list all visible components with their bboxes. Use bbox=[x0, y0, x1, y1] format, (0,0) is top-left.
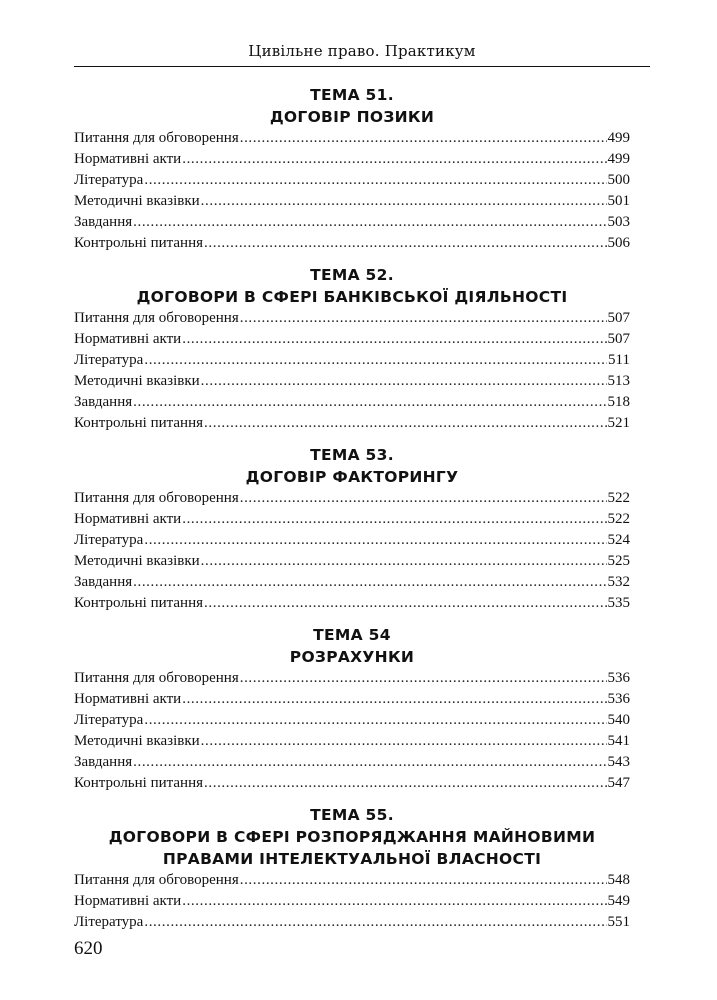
topic-title: ДОГОВОРИ В СФЕРІ РОЗПОРЯДЖАННЯ МАЙНОВИМИ ПРАВАМИ ІНТЕЛЕКТУАЛЬНОЇ ВЛАСНОСТІ bbox=[108, 828, 596, 868]
toc-entry[interactable] bbox=[74, 128, 630, 149]
toc-entry[interactable] bbox=[74, 149, 630, 170]
toc-entry[interactable] bbox=[74, 912, 630, 933]
toc-entry[interactable] bbox=[74, 170, 630, 191]
dot-leader bbox=[201, 191, 607, 212]
toc-entry-label: Завдання bbox=[74, 214, 133, 230]
dot-leader bbox=[133, 212, 606, 233]
dot-leader bbox=[182, 329, 606, 350]
dot-leader bbox=[201, 551, 607, 572]
toc-entry-label: Питання для обговорення bbox=[74, 310, 239, 326]
toc-entry-label: Нормативні акти bbox=[74, 331, 182, 347]
toc-entry-label: Методичні вказівки bbox=[74, 553, 200, 569]
dot-leader bbox=[240, 128, 607, 149]
toc-entry-label: Методичні вказівки bbox=[74, 373, 200, 389]
toc-entry-page: 522 bbox=[607, 511, 630, 527]
toc-entry-page: 524 bbox=[607, 532, 630, 548]
toc-entry-label: Література bbox=[74, 712, 144, 728]
toc-entry-label: Контрольні питання bbox=[74, 415, 204, 431]
toc-entry-label: Завдання bbox=[74, 754, 133, 770]
section-gap bbox=[74, 614, 630, 624]
toc-entry-label: Література bbox=[74, 352, 144, 368]
toc-entry[interactable] bbox=[74, 488, 630, 509]
toc-entry[interactable] bbox=[74, 392, 630, 413]
topic-section bbox=[74, 84, 630, 254]
toc-entry-page: 499 bbox=[607, 151, 630, 167]
toc-entry-label: Література bbox=[74, 172, 144, 188]
dot-leader bbox=[133, 572, 606, 593]
toc-entry[interactable] bbox=[74, 350, 630, 371]
toc-entry[interactable] bbox=[74, 891, 630, 912]
toc-entry-page: 551 bbox=[607, 914, 630, 930]
toc-entry-page: 513 bbox=[607, 373, 630, 389]
toc-entry-label: Нормативні акти bbox=[74, 691, 182, 707]
toc-entry[interactable] bbox=[74, 668, 630, 689]
dot-leader bbox=[240, 308, 607, 329]
toc-entry[interactable] bbox=[74, 572, 630, 593]
toc-entry[interactable] bbox=[74, 191, 630, 212]
toc-entry-label: Література bbox=[74, 532, 144, 548]
topic-section bbox=[74, 444, 630, 614]
toc-entry[interactable] bbox=[74, 870, 630, 891]
toc-entry-page: 503 bbox=[607, 214, 630, 230]
toc-entry-page: 511 bbox=[608, 352, 630, 368]
dot-leader bbox=[144, 170, 606, 191]
toc-entry-label: Методичні вказівки bbox=[74, 193, 200, 209]
toc-entry-page: 522 bbox=[607, 490, 630, 506]
toc-entry[interactable] bbox=[74, 731, 630, 752]
toc-entry-page: 547 bbox=[607, 775, 630, 791]
toc-entry-label: Нормативні акти bbox=[74, 511, 182, 527]
dot-leader bbox=[204, 593, 606, 614]
section-gap bbox=[74, 254, 630, 264]
topic-number: ТЕМА 55. bbox=[310, 806, 394, 824]
toc-entry-page: 507 bbox=[607, 310, 630, 326]
dot-leader bbox=[240, 668, 607, 689]
toc-entry-label: Питання для обговорення bbox=[74, 130, 239, 146]
toc-entry[interactable] bbox=[74, 710, 630, 731]
topic-title: РОЗРАХУНКИ bbox=[289, 648, 415, 666]
toc-entry[interactable] bbox=[74, 689, 630, 710]
topic-number: ТЕМА 51. bbox=[310, 86, 394, 104]
dot-leader bbox=[240, 488, 607, 509]
topic-section bbox=[74, 804, 630, 933]
toc-entry[interactable] bbox=[74, 329, 630, 350]
dot-leader bbox=[144, 710, 606, 731]
toc-entry[interactable] bbox=[74, 752, 630, 773]
toc-entry-label: Завдання bbox=[74, 574, 133, 590]
toc-entry-page: 506 bbox=[607, 235, 630, 251]
toc-entry-label: Питання для обговорення bbox=[74, 670, 239, 686]
toc-entry-page: 518 bbox=[607, 394, 630, 410]
topic-title: ДОГОВОРИ В СФЕРІ БАНКІВСЬКОЇ ДІЯЛЬНОСТІ bbox=[136, 288, 568, 306]
topic-section bbox=[74, 624, 630, 794]
toc-entry[interactable] bbox=[74, 308, 630, 329]
toc-entry[interactable] bbox=[74, 530, 630, 551]
toc-entry[interactable] bbox=[74, 593, 630, 614]
toc-entry-page: 521 bbox=[607, 415, 630, 431]
table-of-contents bbox=[74, 84, 630, 933]
toc-entry[interactable] bbox=[74, 233, 630, 254]
dot-leader bbox=[144, 350, 607, 371]
toc-entry-label: Нормативні акти bbox=[74, 893, 182, 909]
dot-leader bbox=[182, 891, 606, 912]
topic-number: ТЕМА 54 bbox=[313, 626, 391, 644]
dot-leader bbox=[204, 413, 606, 434]
topic-number: ТЕМА 52. bbox=[310, 266, 394, 284]
toc-entry-label: Контрольні питання bbox=[74, 595, 204, 611]
toc-entry[interactable] bbox=[74, 509, 630, 530]
toc-entry-page: 532 bbox=[607, 574, 630, 590]
toc-entry-label: Завдання bbox=[74, 394, 133, 410]
dot-leader bbox=[201, 371, 607, 392]
dot-leader bbox=[144, 912, 606, 933]
header-rule bbox=[74, 66, 650, 67]
topic-number: ТЕМА 53. bbox=[310, 446, 394, 464]
toc-entry[interactable] bbox=[74, 413, 630, 434]
toc-entry[interactable] bbox=[74, 773, 630, 794]
toc-entry-page: 507 bbox=[607, 331, 630, 347]
toc-entry-page: 499 bbox=[607, 130, 630, 146]
toc-entry-page: 536 bbox=[607, 691, 630, 707]
dot-leader bbox=[133, 752, 606, 773]
toc-entry-label: Нормативні акти bbox=[74, 151, 182, 167]
page-number: 620 bbox=[74, 938, 103, 959]
dot-leader bbox=[204, 773, 606, 794]
dot-leader bbox=[240, 870, 607, 891]
toc-entry[interactable] bbox=[74, 551, 630, 572]
toc-entry-page: 500 bbox=[607, 172, 630, 188]
running-title: Цивільне право. Практикум bbox=[248, 42, 476, 60]
topic-title: ДОГОВІР ПОЗИКИ bbox=[269, 108, 435, 126]
toc-entry[interactable] bbox=[74, 371, 630, 392]
toc-entry-label: Методичні вказівки bbox=[74, 733, 200, 749]
toc-entry-page: 501 bbox=[607, 193, 630, 209]
toc-entry-label: Література bbox=[74, 914, 144, 930]
toc-entry-label: Контрольні питання bbox=[74, 235, 204, 251]
toc-entry-label: Питання для обговорення bbox=[74, 490, 239, 506]
toc-entry-label: Контрольні питання bbox=[74, 775, 204, 791]
toc-entry[interactable] bbox=[74, 212, 630, 233]
toc-entry-page: 535 bbox=[607, 595, 630, 611]
toc-entry-page: 543 bbox=[607, 754, 630, 770]
section-gap bbox=[74, 794, 630, 804]
dot-leader bbox=[201, 731, 607, 752]
topic-title: ДОГОВІР ФАКТОРИНГУ bbox=[245, 468, 459, 486]
dot-leader bbox=[182, 509, 606, 530]
toc-entry-page: 540 bbox=[607, 712, 630, 728]
toc-entry-page: 536 bbox=[607, 670, 630, 686]
toc-entry-label: Питання для обговорення bbox=[74, 872, 239, 888]
dot-leader bbox=[144, 530, 606, 551]
toc-entry-page: 525 bbox=[607, 553, 630, 569]
dot-leader bbox=[133, 392, 606, 413]
dot-leader bbox=[204, 233, 606, 254]
section-gap bbox=[74, 434, 630, 444]
dot-leader bbox=[182, 689, 606, 710]
toc-entry-page: 549 bbox=[607, 893, 630, 909]
topic-section bbox=[74, 264, 630, 434]
toc-entry-page: 548 bbox=[607, 872, 630, 888]
toc-entry-page: 541 bbox=[607, 733, 630, 749]
dot-leader bbox=[182, 149, 606, 170]
